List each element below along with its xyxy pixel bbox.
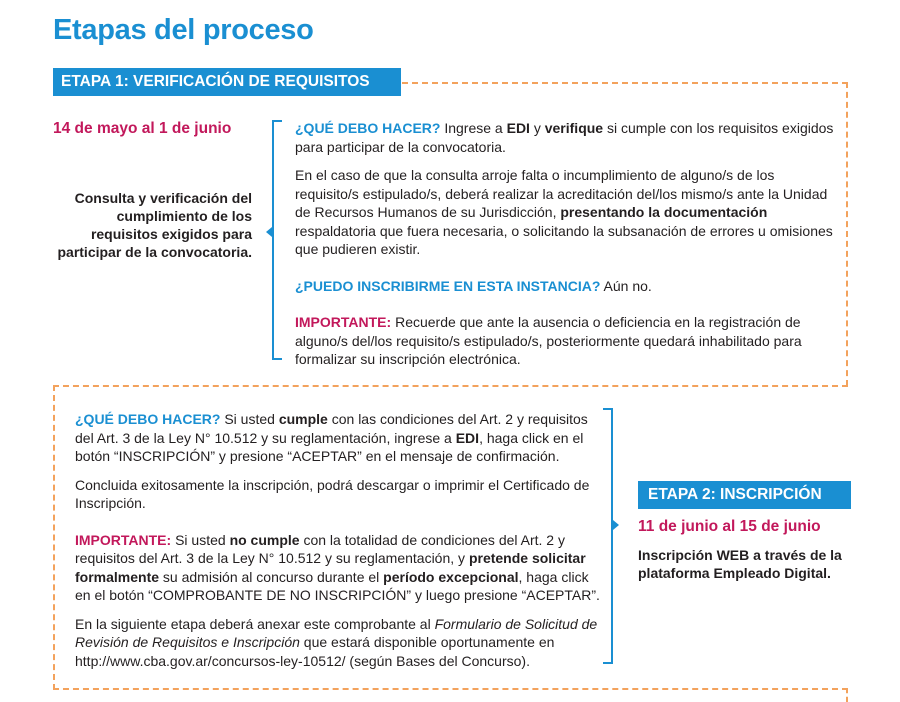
text: Si usted (171, 531, 230, 548)
text: con la totalidad de condiciones del Art. 2 y requisitos del Art. 3 de la Ley N° 10.512 y su reglamentación, y (75, 531, 565, 566)
important-label: IMPORTANTE: (295, 314, 392, 330)
stage2-important (75, 531, 600, 605)
stage2-next-step (75, 615, 600, 671)
stage1-dates: 14 de mayo al 1 de junio (53, 120, 232, 137)
text: En el caso de que la consulta arroje falta o incumplimiento de alguno/s de los requisito/s estipulado/s, deberá realizar la acreditación del/los mismo/s ante la Unidad de Recursos Humanos de su Jurisdicción, (295, 167, 828, 220)
emphasis: EDI (506, 120, 530, 136)
stage2-frame-right-tail (846, 688, 848, 702)
question-label: ¿QUÉ DEBO HACER? (75, 411, 221, 427)
question-label: ¿PUEDO INSCRIBIRME EN ESTA INSTANCIA? (295, 277, 601, 294)
stage2-badge: ETAPA 2: INSCRIPCIÓN (638, 481, 851, 509)
stage2-bracket (603, 408, 613, 664)
emphasis: EDI (455, 429, 480, 446)
text: respaldatoria que fuera necesaria, o solicitando la subsanación de errores u omisiones que pudieren existir. (295, 222, 833, 257)
stage1-summary: Consulta y verificación del cumplimiento de los requisitos exigidos para participar de la convocatoria. (57, 190, 252, 260)
stage1-frame-right (846, 82, 848, 386)
stage2-details (75, 410, 600, 680)
text: Ingrese a (440, 120, 507, 136)
stage2-dates: 11 de junio al 15 de junio (638, 518, 821, 535)
text: Si usted (220, 411, 279, 427)
text: En la siguiente etapa deberá anexar este comprobante al (75, 615, 435, 632)
stage1-badge: ETAPA 1: VERIFICACIÓN DE REQUISITOS (53, 68, 401, 96)
stage2-bracket-arrow-icon (613, 520, 619, 530)
question-label: ¿QUÉ DEBO HACER? (295, 120, 441, 136)
text: , haga click en el botón “INSCRIPCIÓN” y presione “ACEPTAR” en el mensaje de confirmación. (75, 429, 584, 464)
emphasis: no cumple (229, 531, 300, 548)
stage1-frame-top (402, 82, 848, 84)
text: Aún no. (600, 277, 652, 294)
emphasis: presentando la documentación (560, 204, 768, 220)
stage2-certificate (75, 476, 600, 513)
page-title: Etapas del proceso (53, 14, 314, 46)
stage2-frame-left (53, 385, 55, 690)
stage1-details (295, 119, 840, 379)
emphasis: verifique (544, 120, 604, 136)
stage-divider (53, 385, 848, 387)
emphasis: período excepcional (383, 568, 519, 585)
text: Concluida exitosamente la inscripción, podrá descargar o imprimir el Certificado de Inscripción. (75, 476, 590, 511)
emphasis: cumple (278, 411, 328, 427)
stage2-what-to-do (75, 410, 600, 466)
text: , haga click en el botón “COMPROBANTE DE NO INSCRIPCIÓN” y luego presione “ACEPTAR”. (75, 568, 600, 603)
important-label: IMPORTANTE: (75, 531, 172, 548)
stage2-frame-bottom (53, 688, 848, 690)
text: Recuerde que ante la ausencia o deficiencia en la registración de alguno/s del/los requisito/s estipulado/s, posteriormente quedará inhabilitado para formalizar su inscripción electrónica. (295, 314, 802, 367)
stage1-what-to-do (295, 119, 840, 156)
emphasis: pretende solicitar formalmente (75, 550, 586, 585)
stage1-accreditation (295, 166, 840, 259)
stage1-can-register (295, 277, 840, 296)
text: si cumple con los requisitos exigidos para participar de la convocatoria. (295, 120, 834, 155)
text: con las condiciones del Art. 2 y requisitos del Art. 3 de la Ley N° 10.512 y su reglamentación, ingrese a (75, 411, 588, 446)
stage1-bracket (272, 120, 282, 360)
stage1-bracket-arrow-icon (266, 227, 272, 237)
text: que estará disponible oportunamente en http://www.cba.gov.ar/concursos-ley-10512/ (según Bases del Concurso). (75, 634, 555, 669)
stage1-important (295, 313, 840, 369)
stage2-summary: Inscripción WEB a través de la plataforma Empleado Digital. (638, 547, 842, 581)
text: y (529, 120, 545, 136)
text: su admisión al concurso durante el (159, 568, 384, 585)
form-name: Formulario de Solicitud de Revisión de Requisitos e Inscripción (75, 615, 598, 650)
